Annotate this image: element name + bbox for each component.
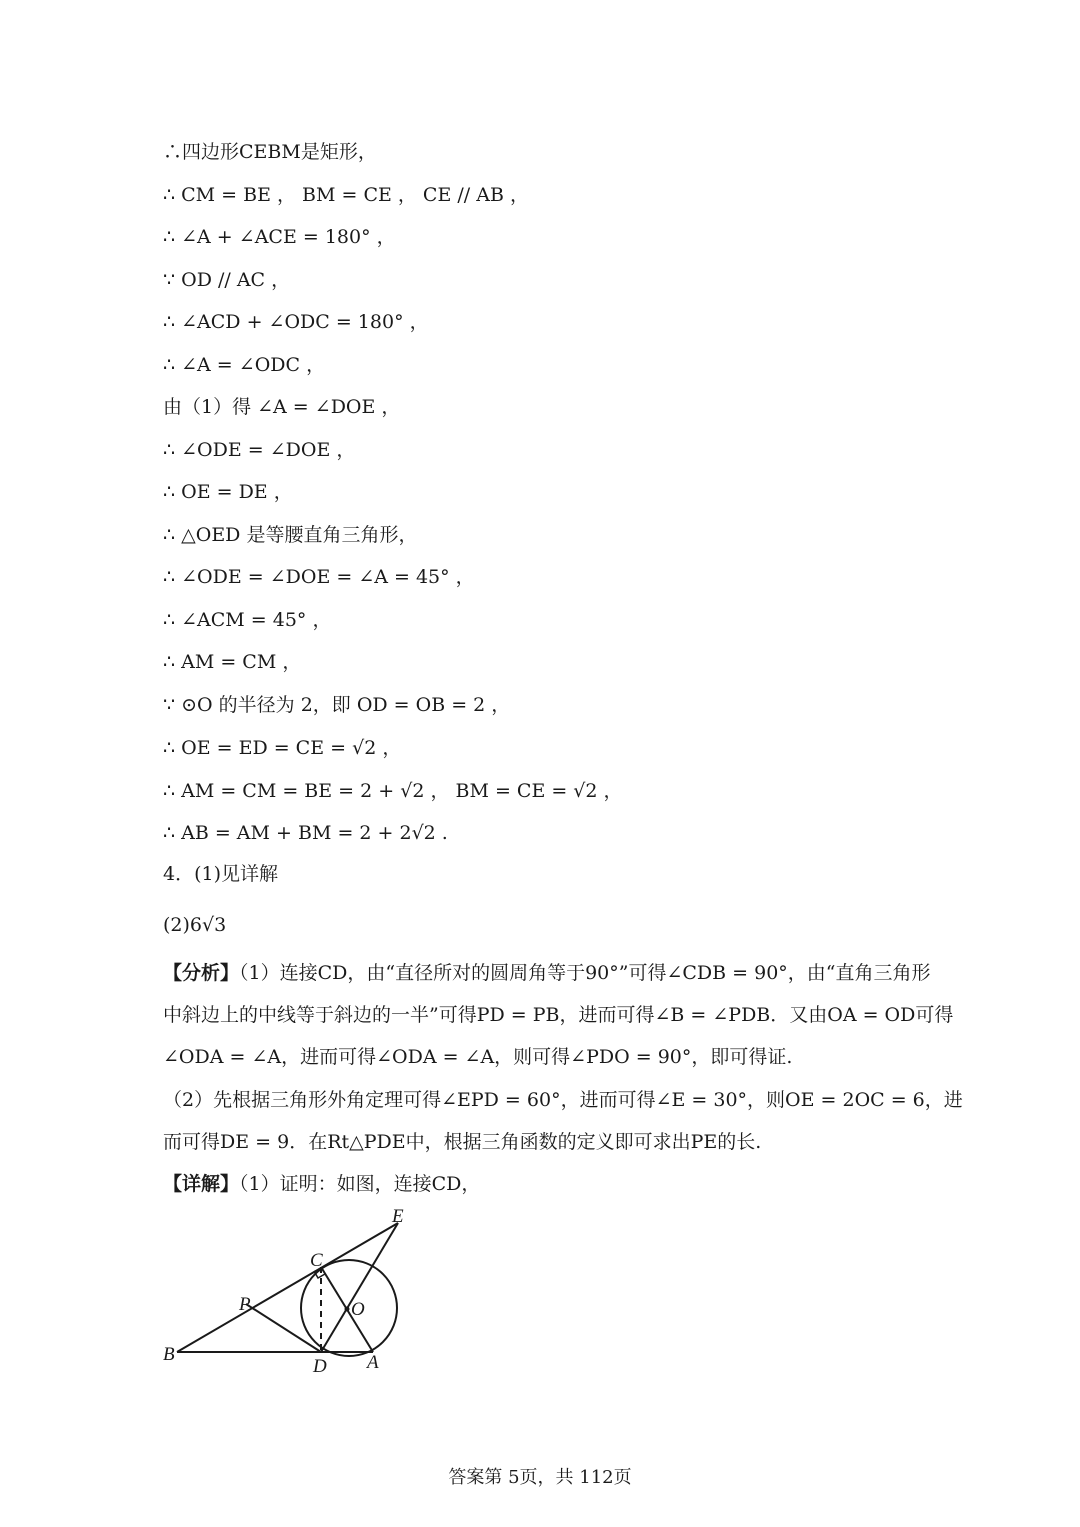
detail-label: 【详解】 (163, 1173, 240, 1195)
label-C: C (310, 1250, 323, 1271)
label-D: D (313, 1356, 327, 1377)
analysis-line-3: ∠ODA = ∠A，进而可得∠ODA = ∠A，则可得∠PDO = 90°，即可得证. (163, 1046, 793, 1068)
proof-line-2: ∴ CM = BE ， BM = CE ， CE // AB ， (163, 184, 529, 206)
proof-line-16: ∴ AM = CM = BE = 2 + √2 ， BM = CE = √2 ， (163, 780, 623, 802)
geometry-figure (155, 1200, 415, 1380)
proof-line-13: ∴ AM = CM ， (163, 651, 302, 673)
proof-line-1: ∴四边形CEBM是矩形， (163, 141, 377, 163)
proof-line-15: ∴ OE = ED = CE = √2 ， (163, 737, 402, 759)
analysis-text-1: （1）连接CD，由“直径所对的圆周角等于90°”可得∠CDB = 90°，由“直角三角形 (239, 962, 931, 984)
proof-line-6: ∴ ∠A = ∠ODC ， (163, 354, 326, 376)
question-4-header: 4．(1)见详解 (163, 863, 279, 885)
proof-line-14: ∵ ⊙O 的半径为 2，即 OD = OB = 2 ， (163, 694, 511, 716)
analysis-line-1 (163, 960, 931, 986)
analysis-line-4: （2）先根据三角形外角定理可得∠EPD = 60°，进而可得∠E = 30°，则OE = 2OC = 6，进 (163, 1089, 963, 1111)
center-O-dot (345, 1307, 350, 1312)
label-E: E (392, 1206, 404, 1227)
line-PD (246, 1304, 321, 1352)
proof-line-17: ∴ AB = AM + BM = 2 + 2√2 . (163, 822, 448, 844)
label-O: O (351, 1299, 365, 1320)
proof-line-7: 由（1）得 ∠A = ∠DOE ， (163, 396, 401, 418)
proof-line-9: ∴ OE = DE ， (163, 481, 293, 503)
detail-text: （1）证明：如图，连接CD， (239, 1173, 481, 1195)
page-footer: 答案第 5页，共 112页 (448, 1467, 632, 1488)
question-4-answer-2: (2)6√3 (163, 914, 227, 936)
analysis-line-5: 而可得DE = 9．在Rt△PDE中，根据三角函数的定义即可求出PE的长. (163, 1131, 762, 1153)
line-BE (177, 1223, 398, 1352)
proof-line-8: ∴ ∠ODE = ∠DOE ， (163, 439, 356, 461)
label-P: P (239, 1294, 251, 1315)
proof-line-10: ∴ △OED 是等腰直角三角形， (163, 524, 418, 546)
label-B: B (163, 1344, 175, 1365)
proof-line-3: ∴ ∠A + ∠ACE = 180° ， (163, 226, 396, 248)
proof-line-11: ∴ ∠ODE = ∠DOE = ∠A = 45° ， (163, 566, 475, 588)
proof-line-4: ∵ OD // AC ， (163, 269, 291, 291)
detail-line (163, 1171, 480, 1197)
analysis-label: 【分析】 (163, 962, 240, 984)
analysis-line-2: 中斜边上的中线等于斜边的一半”可得PD = PB，进而可得∠B = ∠PDB．又由OA = OD可得 (163, 1004, 954, 1026)
label-A: A (367, 1352, 379, 1373)
proof-line-5: ∴ ∠ACD + ∠ODC = 180° ， (163, 311, 429, 333)
proof-line-12: ∴ ∠ACM = 45° ， (163, 609, 332, 631)
